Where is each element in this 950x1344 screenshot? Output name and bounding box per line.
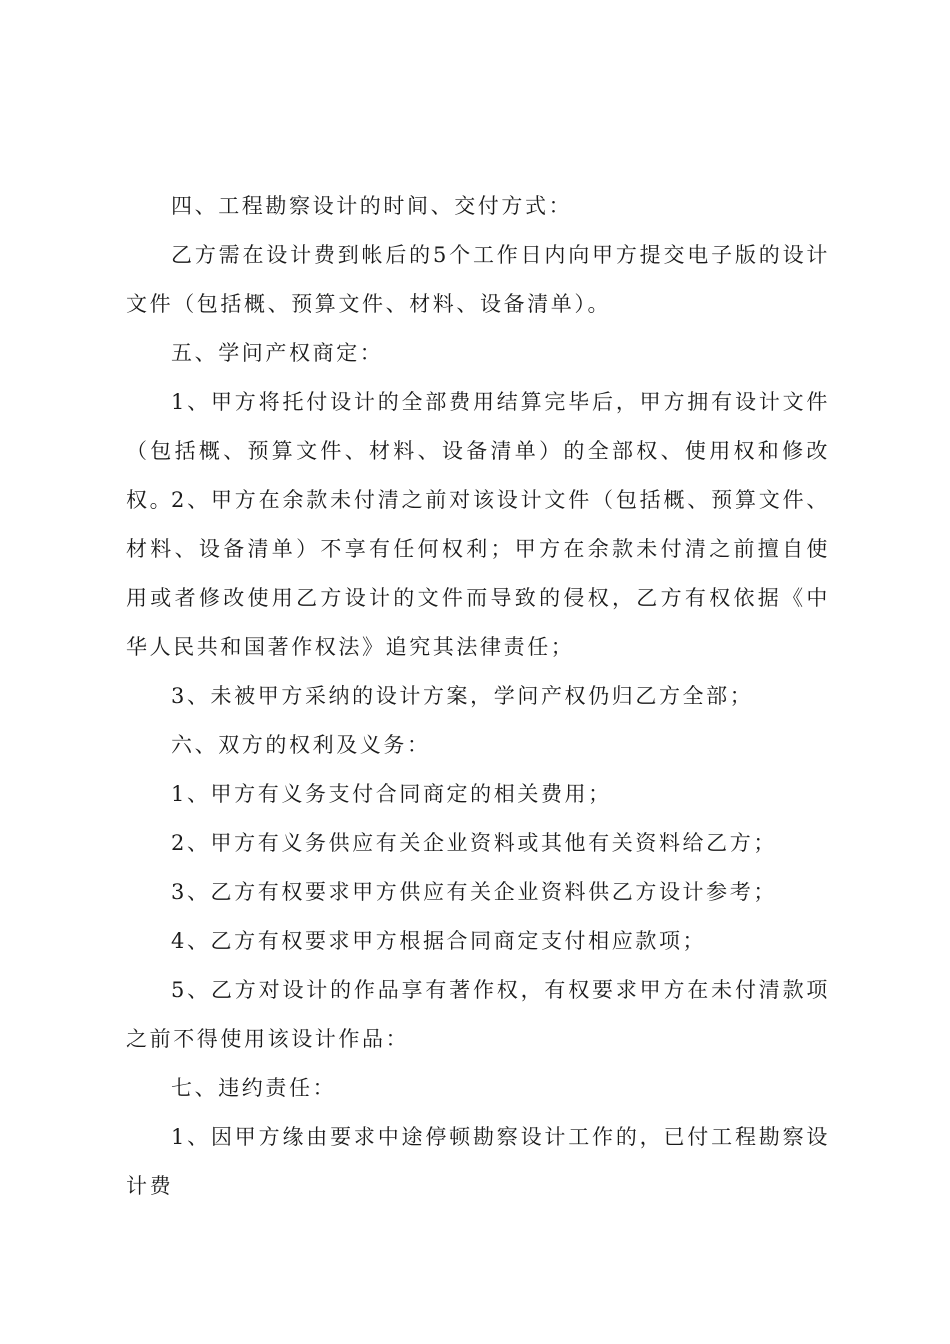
paragraph-rights-item-1: 1、甲方有义务支付合同商定的相关费用；: [171, 782, 612, 806]
paragraph-rights-item-4: 4、乙方有权要求甲方根据合同商定支付相应款项；: [171, 929, 707, 953]
section-heading-delivery: 四、工程勘察设计的时间、交付方式：: [171, 194, 573, 218]
paragraph-rights-item-5: 5、乙方对设计的作品享有著作权，有权要求甲方在未付清款项之前不得使用该设计作品：: [126, 978, 830, 1051]
paragraph-delivery-terms: 乙方需在设计费到帐后的5个工作日内向甲方提交电子版的设计文件（包括概、预算文件、材料、设备清单）。: [126, 243, 830, 316]
paragraph-rights-item-2: 2、甲方有义务供应有关企业资料或其他有关资料给乙方；: [171, 831, 777, 855]
paragraph-ip-item-2: 2、甲方在余款未付清之前对该设计文件（包括概、预算文件、材料、设备清单）不享有任何权利；甲方在余款未付清之前擅自使用或者修改使用乙方设计的文件而导致的侵权，乙方有权依据《中华人民共和国著作权法》追究其法律责任；: [126, 488, 830, 659]
paragraph-ip-item-3: 3、未被甲方采纳的设计方案，学问产权仍归乙方全部；: [171, 684, 754, 708]
section-heading-ip: 五、学问产权商定：: [171, 341, 384, 365]
paragraph-rights-item-3: 3、乙方有权要求甲方供应有关企业资料供乙方设计参考；: [171, 880, 777, 904]
section-heading-liability: 七、违约责任：: [171, 1076, 337, 1100]
paragraph-ip-item-1: 1、甲方将托付设计的全部费用结算完毕后，甲方拥有设计文件（包括概、预算文件、材料、设备清单）的全部权、使用权和修改权。: [126, 390, 830, 512]
paragraph-liability-item-1: 1、因甲方缘由要求中途停顿勘察设计工作的，已付工程勘察设计费: [126, 1125, 830, 1198]
section-heading-rights: 六、双方的权利及义务：: [171, 733, 431, 757]
